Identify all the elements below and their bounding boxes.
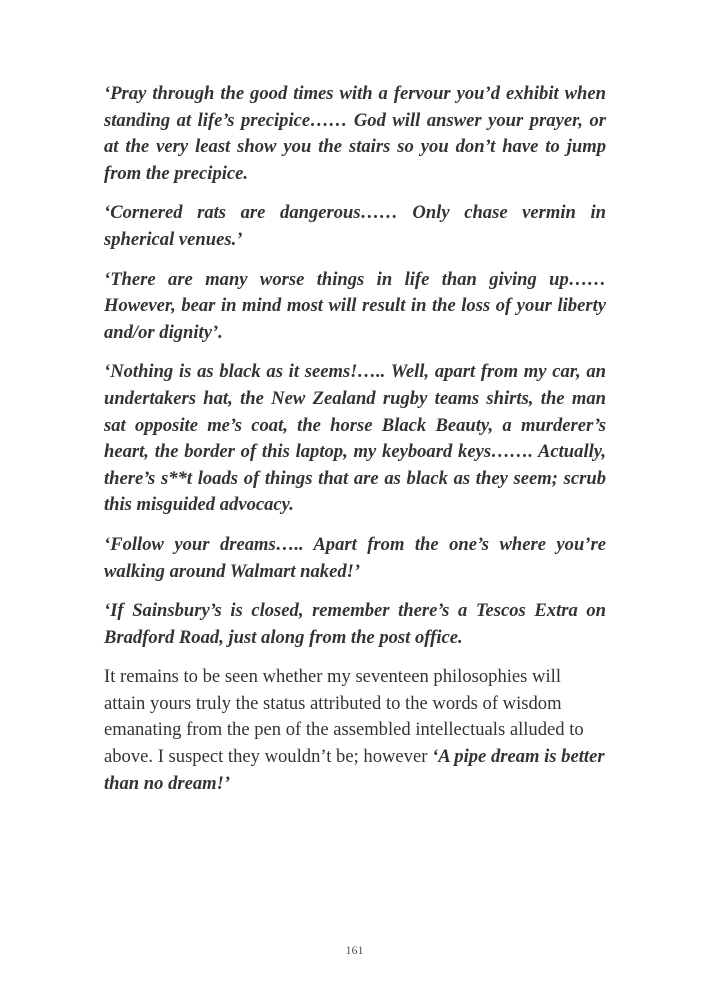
closing-emphasis: ‘A pipe dream is better than no dream!’ — [104, 746, 605, 794]
quote-paragraph: ‘Cornered rats are dangerous…… Only chase vermin in spherical venues.’ — [104, 202, 606, 250]
closing-paragraph — [104, 664, 606, 797]
closing-text: It remains to be seen whether my seventeen philosophies will attain yours truly the status attributed to the words of wisdom emanating from the pen of the assembled intellectuals alluded to above. I suspect they wouldn’t be; however — [104, 666, 584, 768]
page-number: 161 — [345, 943, 364, 957]
quote-paragraph: ‘Nothing is as black as it seems!….. Well, apart from my car, an undertakers hat, the New Zealand rugby teams shirts, the man sat opposite me’s coat, the horse Black Beauty, a murderer’s heart, the border of this laptop, my keyboard keys……. Actually, there’s s**t loads of things that are as black as they seem; scrub this misguided advocacy. — [104, 361, 606, 516]
quote-paragraph: ‘Follow your dreams….. Apart from the one’s where you’re walking around Walmart naked!’ — [104, 533, 606, 582]
quote-paragraph: ‘If Sainsbury’s is closed, remember there’s a Tescos Extra on Bradford Road, just along from the post office. — [104, 600, 606, 648]
page-body — [104, 81, 606, 797]
quote-paragraph: ‘Pray through the good times with a fervour you’d exhibit when standing at life’s precipice…… God will answer your prayer, or at the very least show you the stairs so you don’t have to jump from the precipice. — [104, 83, 606, 184]
quote-paragraph: ‘There are many worse things in life than giving up…… However, bear in mind most will result in the loss of your liberty and/or dignity’. — [104, 268, 606, 343]
